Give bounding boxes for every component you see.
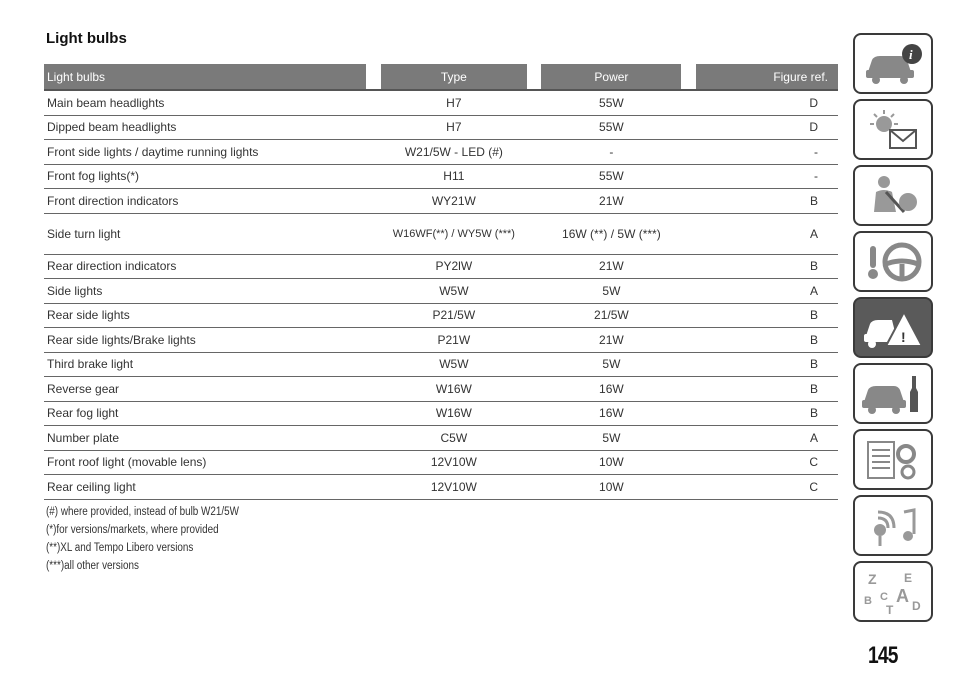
row-power: 10W [541,450,681,475]
tab-multimedia[interactable] [853,495,933,556]
table-row [44,115,838,140]
row-figure: B [696,377,838,402]
svg-text:!: ! [901,328,906,345]
row-name: Number plate [44,426,366,451]
row-type: WY21W [381,189,527,214]
row-type: 12V10W [381,450,527,475]
row-name: Front fog lights(*) [44,164,366,189]
row-power: 21/5W [541,303,681,328]
car-info-icon [860,40,926,88]
table-row [44,254,838,279]
tab-warning-lights[interactable] [853,99,933,160]
row-power: 16W [541,377,681,402]
chapter-sidebar [853,33,935,627]
tab-emergency[interactable] [853,297,933,358]
table-row [44,401,838,426]
row-power: 5W [541,279,681,304]
table-row [44,328,838,353]
row-type: W16WF(**) / WY5W (***) [381,213,527,254]
index-letter: C [880,590,888,603]
multimedia-icon [860,502,926,550]
row-name: Rear fog light [44,401,366,426]
row-power: 5W [541,426,681,451]
row-power: 10W [541,475,681,500]
table-row [44,213,838,254]
row-figure: B [696,189,838,214]
tab-index[interactable] [853,561,933,622]
row-name: Reverse gear [44,377,366,402]
row-figure: B [696,328,838,353]
row-type: PY2lW [381,254,527,279]
row-type: W16W [381,377,527,402]
index-letter: E [904,570,913,585]
row-power: 21W [541,254,681,279]
footnote: (*)for versions/markets, where provided [46,524,219,536]
row-type: W5W [381,352,527,377]
table-row [44,475,838,500]
row-power: 55W [541,115,681,140]
table-row [44,377,838,402]
row-power: 21W [541,189,681,214]
row-name: Front side lights / daytime running lights [44,140,366,165]
row-type: C5W [381,426,527,451]
safety-airbag-icon [860,172,926,220]
table-row [44,164,838,189]
table-row [44,279,838,304]
row-name: Front direction indicators [44,189,366,214]
row-name: Side turn light [44,213,366,254]
row-type: P21/5W [381,303,527,328]
index-letter: Z [868,570,877,587]
index-letter: B [864,594,872,607]
row-power: 21W [541,328,681,353]
row-name: Dipped beam headlights [44,115,366,140]
row-name: Main beam headlights [44,90,366,115]
footnote: (***)all other versions [46,560,139,572]
table-header-row [44,64,838,90]
tab-technical-data[interactable] [853,429,933,490]
tab-safety[interactable] [853,165,933,226]
row-name: Rear side lights [44,303,366,328]
table-row [44,450,838,475]
row-type: H11 [381,164,527,189]
row-name: Rear side lights/Brake lights [44,328,366,353]
row-type: W5W [381,279,527,304]
row-figure: B [696,352,838,377]
row-type: H7 [381,90,527,115]
row-name: Rear direction indicators [44,254,366,279]
row-power: 16W (**) / 5W (***) [541,213,681,254]
row-name: Side lights [44,279,366,304]
page-title: Light bulbs [46,30,127,47]
row-type: W16W [381,401,527,426]
table-row [44,189,838,214]
technical-data-icon [860,436,926,484]
row-figure: A [696,213,838,254]
row-type: 12V10W [381,475,527,500]
bulbs-table [44,64,838,500]
index-letter: D [912,598,921,613]
row-name: Front roof light (movable lens) [44,450,366,475]
row-power: - [541,140,681,165]
warning-lights-icon [860,106,926,154]
table-row [44,303,838,328]
row-power: 5W [541,352,681,377]
row-figure: - [696,164,838,189]
tab-starting-driving[interactable] [853,231,933,292]
footnote: (**)XL and Tempo Libero versions [46,542,194,554]
header-power: Power [541,64,681,90]
car-maintenance-icon [860,370,926,418]
page-number: 145 [868,642,898,669]
index-letter: A [896,585,909,606]
index-letter: T [886,602,894,616]
header-figure-ref: Figure ref. [696,64,838,90]
row-figure: C [696,450,838,475]
table-row [44,426,838,451]
steering-wheel-icon [860,238,926,286]
row-name: Third brake light [44,352,366,377]
svg-text:i: i [909,46,913,62]
table-row [44,90,838,115]
tab-maintenance[interactable] [853,363,933,424]
row-power: 55W [541,90,681,115]
row-figure: D [696,115,838,140]
row-type: H7 [381,115,527,140]
row-figure: - [696,140,838,165]
row-figure: B [696,254,838,279]
row-name: Rear ceiling light [44,475,366,500]
header-type: Type [381,64,527,90]
row-power: 16W [541,401,681,426]
row-figure: D [696,90,838,115]
row-figure: A [696,426,838,451]
row-figure: B [696,303,838,328]
table-row [44,352,838,377]
alphabetical-index-icon [860,568,926,616]
row-type: P21W [381,328,527,353]
row-power: 55W [541,164,681,189]
header-light-bulbs: Light bulbs [44,64,366,90]
footnotes [46,503,239,575]
row-figure: B [696,401,838,426]
car-emergency-icon [860,304,926,352]
row-figure: A [696,279,838,304]
row-type: W21/5W - LED (#) [381,140,527,165]
tab-car-info[interactable] [853,33,933,94]
row-figure: C [696,475,838,500]
table-row [44,140,838,165]
footnote: (#) where provided, instead of bulb W21/5W [46,506,239,518]
